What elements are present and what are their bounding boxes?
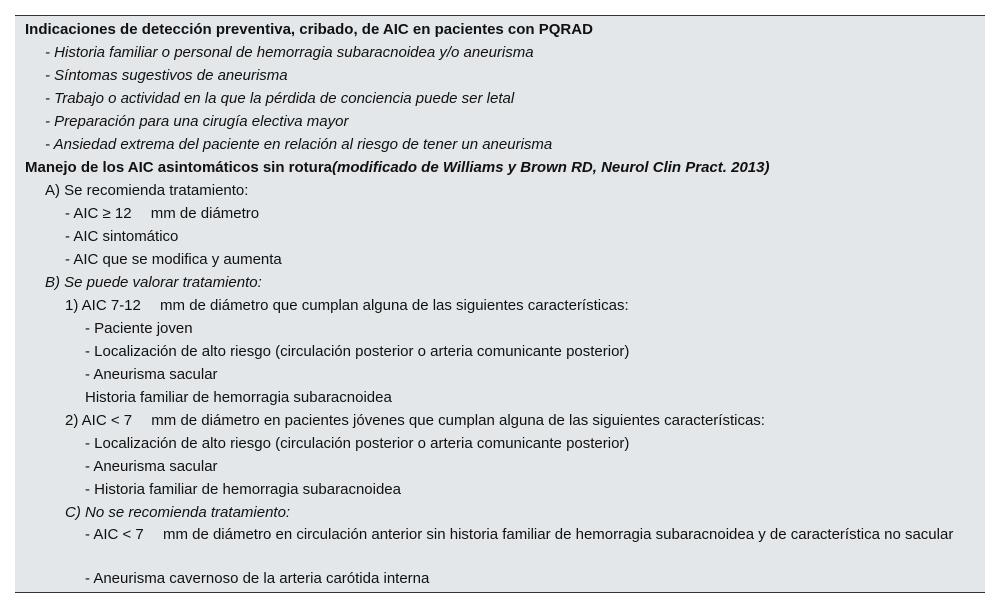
group-c-item <box>15 524 973 545</box>
section1-title: Indicaciones de detección preventiva, cribado, de AIC en pacientes con PQRAD <box>25 21 593 38</box>
recommendations-table <box>15 15 985 593</box>
group-b2-item: - Aneurisma sacular <box>85 458 218 475</box>
section2-reference: (modificado de Williams y Brown RD, Neurol Clin Pract. 2013) <box>332 159 770 176</box>
group-b2-item: - Localización de alto riesgo (circulación posterior o arteria comunicante posterior) <box>85 435 630 452</box>
section2-title-row <box>15 156 985 179</box>
section2-title: Manejo de los AIC asintomáticos sin rotura <box>25 159 333 176</box>
group-a-heading: A) Se recomienda tratamiento: <box>45 182 249 199</box>
group-b1-heading: 1) AIC 7-12 mm de diámetro que cumplan alguna de las siguientes características: <box>65 297 629 314</box>
group-c-item-text: - AIC < 7 mm de diámetro en circulación anterior sin historia familiar de hemorragia subaracnoidea y de característica no sacular <box>85 526 954 543</box>
group-b-heading: B) Se puede valorar tratamiento: <box>45 274 262 291</box>
section1-item: - Ansiedad extrema del paciente en relación al riesgo de tener un aneurisma <box>45 136 553 153</box>
group-a-item: - AIC sintomático <box>65 228 179 245</box>
group-b1-item: - Aneurisma sacular <box>85 366 218 383</box>
group-b1-item: Historia familiar de hemorragia subaracnoidea <box>85 389 392 406</box>
group-a-item: - AIC ≥ 12 mm de diámetro <box>65 205 260 222</box>
group-c-item: - Aneurisma cavernoso de la arteria carótida interna <box>85 570 430 587</box>
group-a-item: - AIC que se modifica y aumenta <box>65 251 282 268</box>
section1-item: - Síntomas sugestivos de aneurisma <box>45 67 288 84</box>
section1-item: - Trabajo o actividad en la que la pérdida de conciencia puede ser letal <box>45 90 515 107</box>
section1-item: - Historia familiar o personal de hemorragia subaracnoidea y/o aneurisma <box>45 44 534 61</box>
group-b1-item: - Paciente joven <box>85 320 193 337</box>
group-b1-item: - Localización de alto riesgo (circulación posterior o arteria comunicante posterior) <box>85 343 630 360</box>
group-b2-item: - Historia familiar de hemorragia subaracnoidea <box>85 481 401 498</box>
section1-item: - Preparación para una cirugía electiva mayor <box>45 113 349 130</box>
group-b2-heading: 2) AIC < 7 mm de diámetro en pacientes jóvenes que cumplan alguna de las siguientes características: <box>65 412 765 429</box>
group-c-heading: C) No se recomienda tratamiento: <box>65 504 291 521</box>
